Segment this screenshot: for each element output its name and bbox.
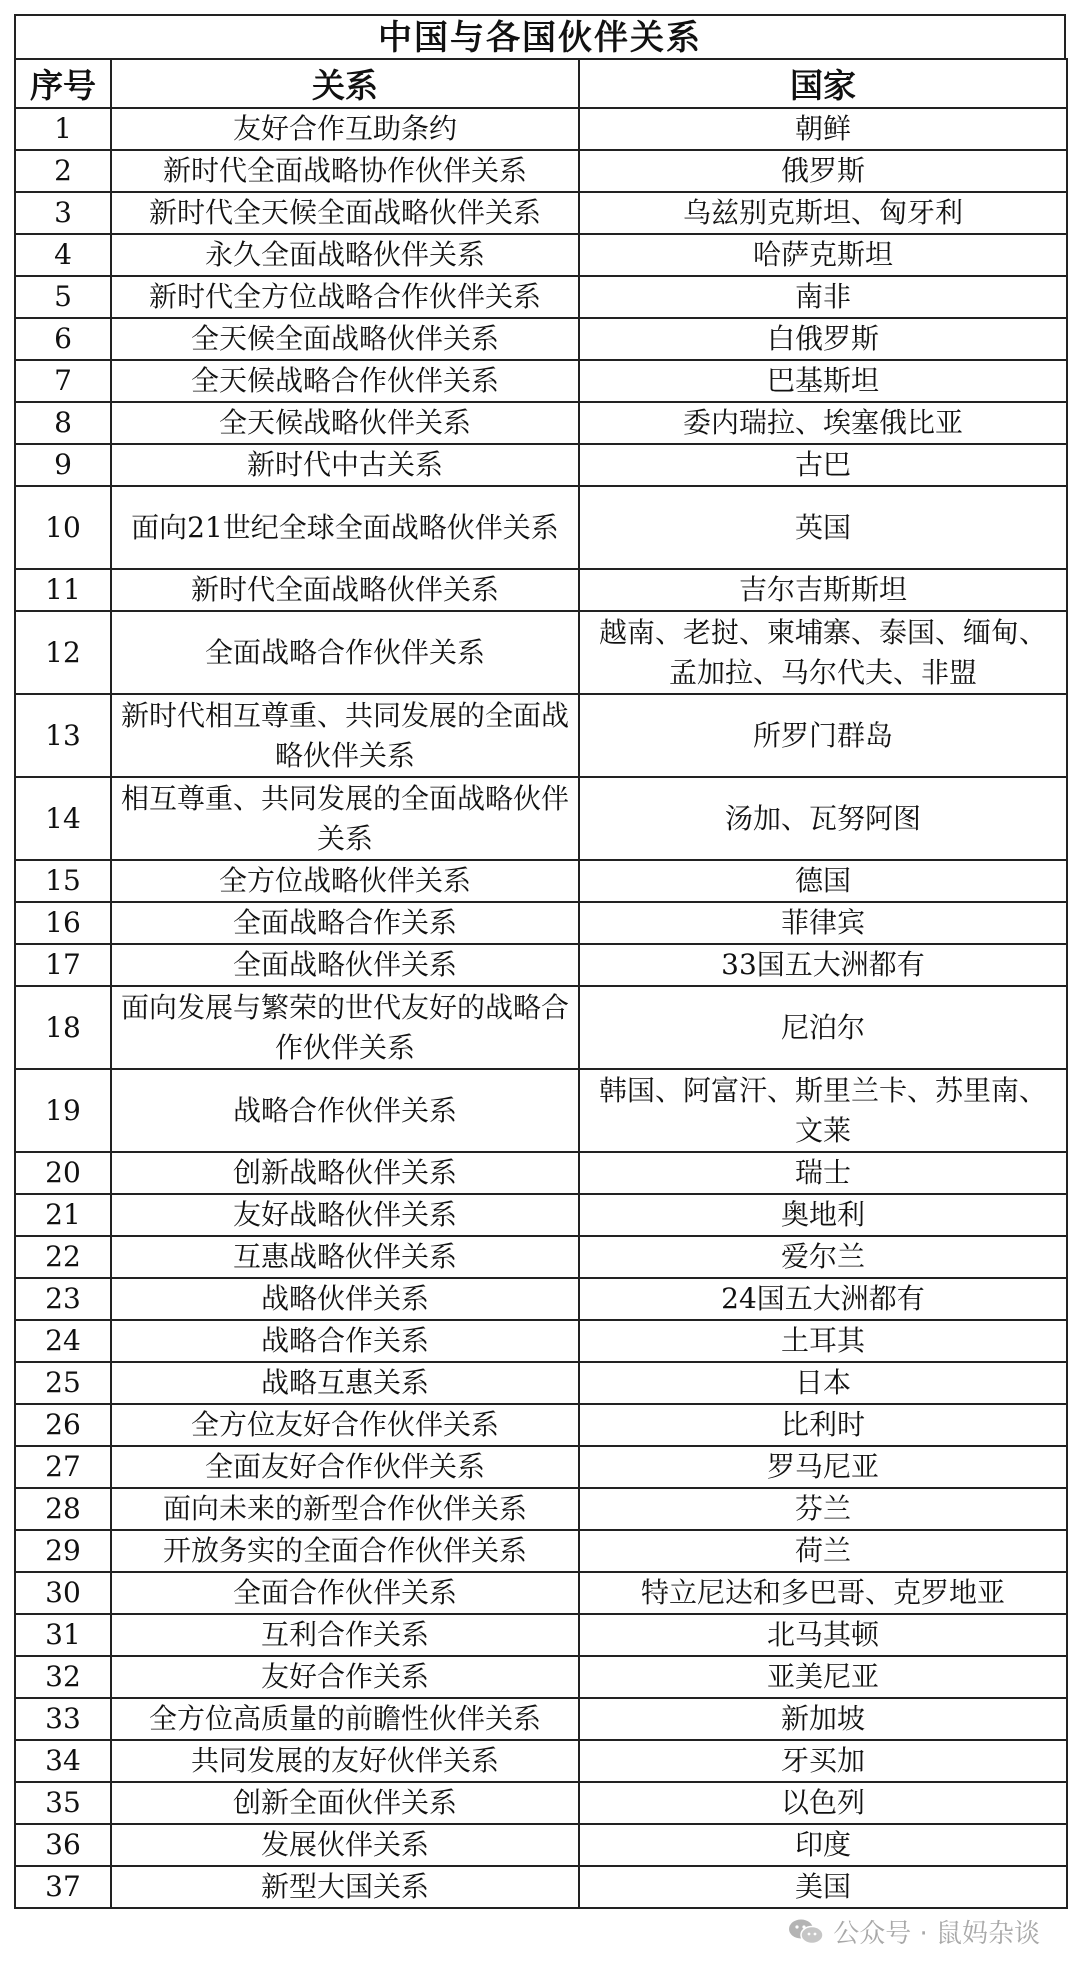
table-row [15,1572,1067,1614]
row-index: 8 [15,402,111,444]
row-index: 36 [15,1824,111,1866]
row-country: 汤加、瓦努阿图 [579,777,1067,860]
row-index: 24 [15,1320,111,1362]
row-country: 朝鲜 [579,108,1067,150]
row-index: 18 [15,986,111,1069]
row-relation: 全方位友好合作伙伴关系 [111,1404,579,1446]
table-row [15,1194,1067,1236]
row-index: 32 [15,1656,111,1698]
table-row [15,192,1067,234]
row-country: 新加坡 [579,1698,1067,1740]
row-country: 委内瑞拉、埃塞俄比亚 [579,402,1067,444]
row-relation: 新时代全方位战略合作伙伴关系 [111,276,579,318]
row-country: 罗马尼亚 [579,1446,1067,1488]
row-index: 16 [15,902,111,944]
row-relation: 全天候战略合作伙伴关系 [111,360,579,402]
row-country: 乌兹别克斯坦、匈牙利 [579,192,1067,234]
table-row [15,611,1067,694]
table-row [15,360,1067,402]
table-row [15,1320,1067,1362]
row-index: 14 [15,777,111,860]
row-country: 尼泊尔 [579,986,1067,1069]
row-index: 20 [15,1152,111,1194]
table-row [15,1698,1067,1740]
row-relation: 新时代全面战略协作伙伴关系 [111,150,579,192]
row-relation: 创新全面伙伴关系 [111,1782,579,1824]
row-country: 英国 [579,486,1067,569]
table-row [15,1530,1067,1572]
row-country: 哈萨克斯坦 [579,234,1067,276]
row-index: 13 [15,694,111,777]
table-row [15,694,1067,777]
row-index: 28 [15,1488,111,1530]
row-relation: 战略伙伴关系 [111,1278,579,1320]
row-index: 7 [15,360,111,402]
row-country: 爱尔兰 [579,1236,1067,1278]
row-relation: 全天候全面战略伙伴关系 [111,318,579,360]
row-country: 越南、老挝、柬埔寨、泰国、缅甸、孟加拉、马尔代夫、非盟 [579,611,1067,694]
row-index: 17 [15,944,111,986]
row-country: 俄罗斯 [579,150,1067,192]
row-index: 6 [15,318,111,360]
header-row [15,59,1067,108]
row-relation: 开放务实的全面合作伙伴关系 [111,1530,579,1572]
row-relation: 面向发展与繁荣的世代友好的战略合作伙伴关系 [111,986,579,1069]
table-row [15,276,1067,318]
row-country: 比利时 [579,1404,1067,1446]
table-row [15,777,1067,860]
row-index: 5 [15,276,111,318]
row-index: 11 [15,569,111,611]
row-index: 4 [15,234,111,276]
row-country: 南非 [579,276,1067,318]
header-index: 序号 [15,59,111,108]
table-row [15,486,1067,569]
table-row [15,569,1067,611]
row-country: 北马其顿 [579,1614,1067,1656]
row-index: 35 [15,1782,111,1824]
table-row [15,1069,1067,1152]
row-relation: 新时代全面战略伙伴关系 [111,569,579,611]
table-body [15,108,1067,1908]
row-relation: 全方位高质量的前瞻性伙伴关系 [111,1698,579,1740]
row-index: 27 [15,1446,111,1488]
row-country: 吉尔吉斯斯坦 [579,569,1067,611]
table-row [15,1782,1067,1824]
table-row [15,150,1067,192]
row-country: 美国 [579,1866,1067,1908]
table-row [15,1362,1067,1404]
table-title: 中国与各国伙伴关系 [14,14,1066,58]
row-relation: 全面战略伙伴关系 [111,944,579,986]
row-country: 芬兰 [579,1488,1067,1530]
row-relation: 全面战略合作伙伴关系 [111,611,579,694]
header-relation: 关系 [111,59,579,108]
row-country: 韩国、阿富汗、斯里兰卡、苏里南、文莱 [579,1069,1067,1152]
row-relation: 创新战略伙伴关系 [111,1152,579,1194]
watermark-text: 公众号 · 鼠妈杂谈 [833,1919,1040,1949]
row-relation: 友好战略伙伴关系 [111,1194,579,1236]
header-country: 国家 [579,59,1067,108]
table-row [15,986,1067,1069]
row-relation: 互惠战略伙伴关系 [111,1236,579,1278]
row-relation: 发展伙伴关系 [111,1824,579,1866]
partnership-table-sheet [14,14,1066,1909]
table-row [15,318,1067,360]
row-index: 9 [15,444,111,486]
row-relation: 友好合作关系 [111,1656,579,1698]
row-country: 印度 [579,1824,1067,1866]
row-country: 亚美尼亚 [579,1656,1067,1698]
table-row [15,1488,1067,1530]
row-relation: 共同发展的友好伙伴关系 [111,1740,579,1782]
row-relation: 全方位战略伙伴关系 [111,860,579,902]
row-country: 白俄罗斯 [579,318,1067,360]
row-country: 33国五大洲都有 [579,944,1067,986]
table-row [15,234,1067,276]
table-row [15,1152,1067,1194]
partnership-table [14,58,1068,1909]
row-relation: 新时代相互尊重、共同发展的全面战略伙伴关系 [111,694,579,777]
wechat-icon [787,1918,825,1946]
row-country: 奥地利 [579,1194,1067,1236]
row-country: 牙买加 [579,1740,1067,1782]
row-relation: 面向21世纪全球全面战略伙伴关系 [111,486,579,569]
row-index: 26 [15,1404,111,1446]
table-row [15,1446,1067,1488]
row-relation: 新时代全天候全面战略伙伴关系 [111,192,579,234]
row-index: 15 [15,860,111,902]
row-relation: 新型大国关系 [111,1866,579,1908]
row-relation: 全面战略合作关系 [111,902,579,944]
row-index: 1 [15,108,111,150]
table-row [15,1656,1067,1698]
table-row [15,944,1067,986]
table-row [15,1404,1067,1446]
table-row [15,1866,1067,1908]
row-relation: 全面合作伙伴关系 [111,1572,579,1614]
row-index: 19 [15,1069,111,1152]
row-country: 特立尼达和多巴哥、克罗地亚 [579,1572,1067,1614]
table-row [15,1824,1067,1866]
row-country: 德国 [579,860,1067,902]
row-relation: 相互尊重、共同发展的全面战略伙伴关系 [111,777,579,860]
row-relation: 全天候战略伙伴关系 [111,402,579,444]
row-index: 33 [15,1698,111,1740]
row-country: 菲律宾 [579,902,1067,944]
row-index: 21 [15,1194,111,1236]
row-country: 荷兰 [579,1530,1067,1572]
table-row [15,860,1067,902]
row-index: 10 [15,486,111,569]
row-country: 瑞士 [579,1152,1067,1194]
row-index: 30 [15,1572,111,1614]
table-row [15,402,1067,444]
row-index: 29 [15,1530,111,1572]
row-relation: 永久全面战略伙伴关系 [111,234,579,276]
row-index: 37 [15,1866,111,1908]
table-row [15,1278,1067,1320]
row-country: 24国五大洲都有 [579,1278,1067,1320]
row-country: 以色列 [579,1782,1067,1824]
row-relation: 全面友好合作伙伴关系 [111,1446,579,1488]
row-country: 所罗门群岛 [579,694,1067,777]
table-row [15,1614,1067,1656]
table-row [15,1740,1067,1782]
row-index: 22 [15,1236,111,1278]
table-row [15,1236,1067,1278]
row-relation: 新时代中古关系 [111,444,579,486]
row-country: 巴基斯坦 [579,360,1067,402]
row-index: 23 [15,1278,111,1320]
row-country: 土耳其 [579,1320,1067,1362]
table-row [15,902,1067,944]
row-index: 3 [15,192,111,234]
row-relation: 互利合作关系 [111,1614,579,1656]
row-relation: 战略合作关系 [111,1320,579,1362]
table-row [15,108,1067,150]
row-country: 日本 [579,1362,1067,1404]
row-index: 25 [15,1362,111,1404]
row-index: 34 [15,1740,111,1782]
watermark [787,1913,1040,1950]
row-relation: 面向未来的新型合作伙伴关系 [111,1488,579,1530]
table-row [15,444,1067,486]
row-index: 12 [15,611,111,694]
row-index: 31 [15,1614,111,1656]
row-country: 古巴 [579,444,1067,486]
row-relation: 战略互惠关系 [111,1362,579,1404]
row-relation: 友好合作互助条约 [111,108,579,150]
row-relation: 战略合作伙伴关系 [111,1069,579,1152]
row-index: 2 [15,150,111,192]
